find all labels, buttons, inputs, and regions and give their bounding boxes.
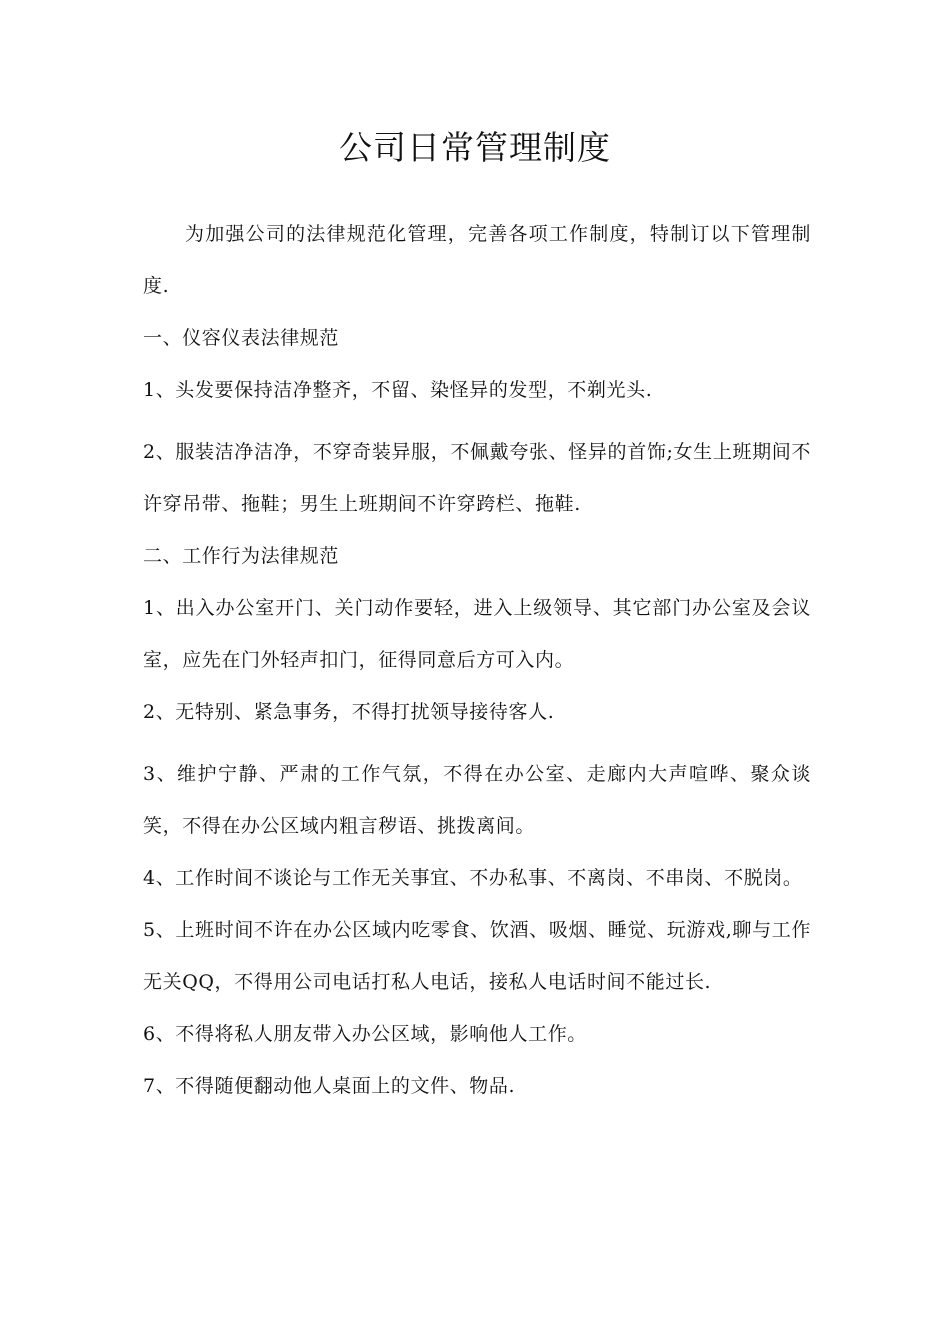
list-item: 5、上班时间不许在办公区域内吃零食、饮酒、吸烟、睡觉、玩游戏,聊与工作无关QQ，不得用公司电话打私人电话，接私人电话时间不能过长. bbox=[143, 919, 811, 993]
list-item: 3、维护宁静、严肃的工作气氛，不得在办公室、走廊内大声喧哗、聚众谈笑，不得在办公区域内粗言秽语、挑拨离间。 bbox=[143, 763, 811, 837]
list-item: 7、不得随便翻动他人桌面上的文件、物品. bbox=[143, 1075, 516, 1097]
list-item: 1、出入办公室开门、关门动作要轻，进入上级领导、其它部门办公室及会议室，应先在门外轻声扣门，征得同意后方可入内。 bbox=[143, 597, 811, 671]
section-heading: 二、工作行为法律规范 bbox=[143, 545, 340, 567]
list-item: 2、无特别、紧急事务，不得打扰领导接待客人. bbox=[143, 701, 555, 723]
list-item: 6、不得将私人朋友带入办公区域，影响他人工作。 bbox=[143, 1023, 587, 1045]
list-item: 4、工作时间不谈论与工作无关事宜、不办私事、不离岗、不串岗、不脱岗。 bbox=[143, 867, 803, 889]
page-title: 公司日常管理制度 bbox=[339, 128, 611, 168]
intro-paragraph: 为加强公司的法律规范化管理，完善各项工作制度，特制订以下管理制度. bbox=[143, 223, 811, 297]
list-item: 1、头发要保持洁净整齐，不留、染怪异的发型，不剃光头. bbox=[143, 379, 653, 401]
section-heading: 一、仪容仪表法律规范 bbox=[143, 327, 340, 349]
document-body bbox=[143, 208, 811, 1112]
list-item: 2、服装洁净洁净，不穿奇装异服，不佩戴夸张、怪异的首饰;女生上班期间不许穿吊带、拖鞋；男生上班期间不许穿跨栏、拖鞋. bbox=[143, 441, 811, 515]
